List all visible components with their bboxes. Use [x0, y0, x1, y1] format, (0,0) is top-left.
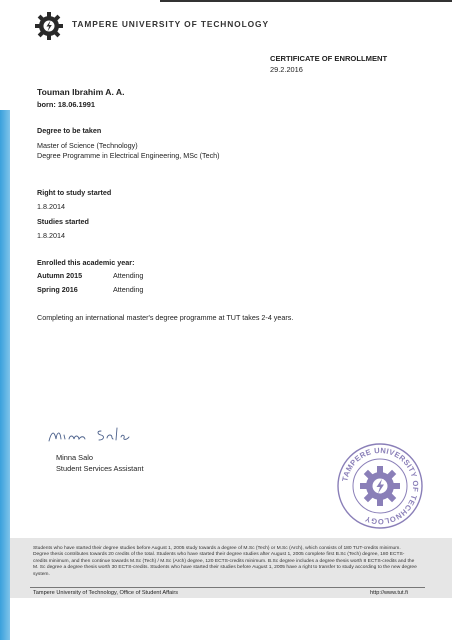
right-to-study-value: 1.8.2014	[37, 202, 65, 211]
footer-office: Tampere University of Technology, Office of Student Affairs	[33, 590, 179, 596]
scan-edge-top	[160, 0, 452, 2]
footer-divider	[30, 587, 425, 588]
certificate-date: 29.2.2016	[270, 65, 303, 74]
semester-status: Attending	[113, 271, 144, 280]
semester-status: Attending	[113, 285, 144, 294]
university-name: TAMPERE UNIVERSITY OF TECHNOLOGY	[72, 19, 269, 29]
signer-title: Student Services Assistant	[56, 464, 144, 473]
footer-note: Students who have started their degree studies before August 1, 2005 study towards a degree of M.Sc (Tech) or M.Sc (Arch), which consists of 180 TUT-credits minimum. Degree thesis contributes towards 20 credits of the total. Students who have started their degree studies after August 1, 2005 complete first B.Sc (Tech) degree, 180 ECTS-credits minimum, and then continue towards M.Sc (Tech) / M.Sc (Arch) degree, 120 ECTS-credits minimum. B.Sc degree includes a degree thesis worth 8 ECTS-credits and the M. Sc degree a degree thesis worth 30 ECTS-credits. Students who have started their studies before August 1, 2005 have a right to transfer to study according to the new degree system.	[33, 546, 417, 577]
right-to-study-label: Right to study started	[37, 188, 112, 197]
studies-started-label: Studies started	[37, 217, 89, 226]
certificate-title: CERTIFICATE OF ENROLLMENT	[270, 54, 388, 63]
degree-line2: Degree Programme in Electrical Engineering, MSc (Tech)	[37, 151, 220, 160]
academic-year-label: Enrolled this academic year:	[37, 258, 135, 267]
semester-label: Autumn 2015	[37, 271, 83, 280]
studies-started-value: 1.8.2014	[37, 231, 65, 240]
degree-line1: Master of Science (Technology)	[37, 141, 138, 150]
gear-lightning-logo-icon	[33, 10, 65, 42]
completion-note: Completing an international master's degree programme at TUT takes 2-4 years.	[37, 313, 294, 322]
student-born: born: 18.06.1991	[37, 100, 95, 109]
handwritten-signature	[45, 425, 140, 445]
footer-url: http://www.tut.fi	[370, 590, 408, 596]
svg-text:TAMPERE UNIVERSITY OF TECHNOLO: TAMPERE UNIVERSITY OF TECHNOLOGY	[340, 445, 421, 527]
scan-edge-left	[0, 110, 10, 640]
signer-name: Minna Salo	[56, 453, 93, 462]
degree-label: Degree to be taken	[37, 126, 102, 135]
university-stamp	[335, 441, 425, 531]
semester-label: Spring 2016	[37, 285, 78, 294]
student-name: Touman Ibrahim A. A.	[37, 87, 125, 97]
